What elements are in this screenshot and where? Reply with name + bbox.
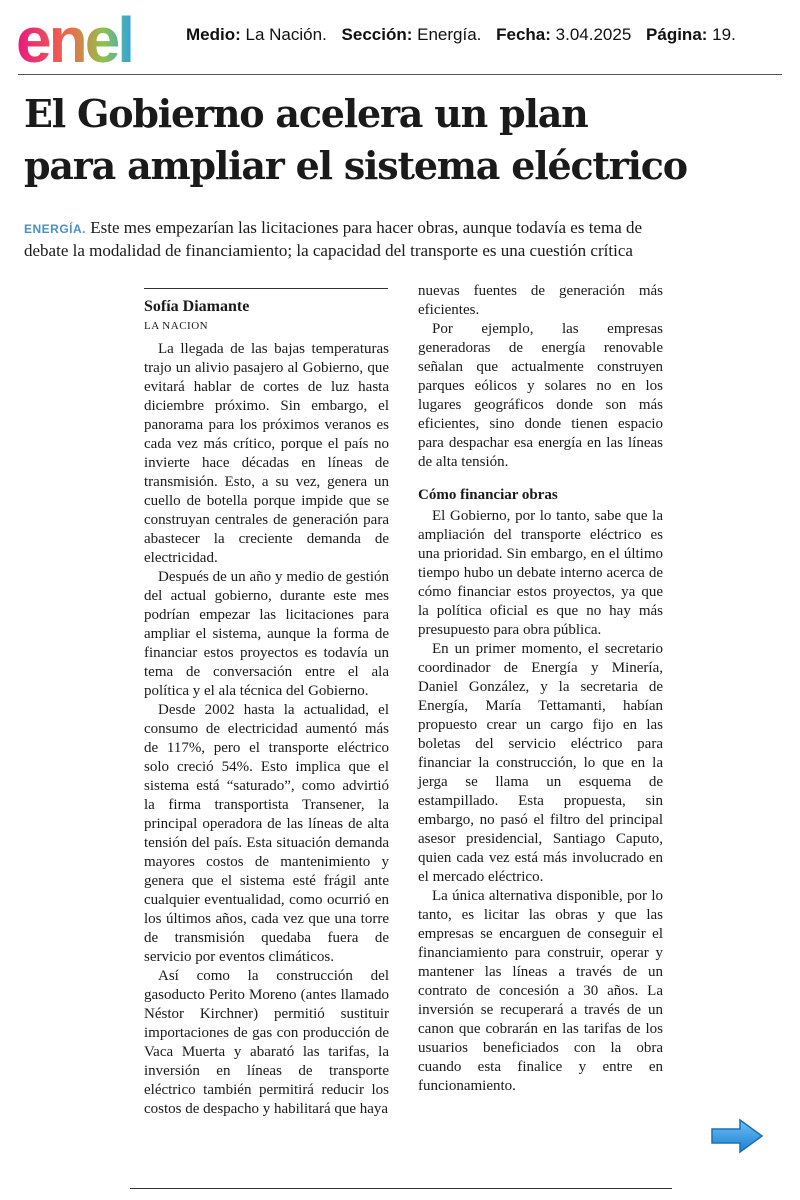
byline-divider xyxy=(144,288,388,289)
article-headline xyxy=(24,88,784,192)
body-paragraph: Después de un año y medio de gestión del actual gobierno, durante este mes podrían empezar las licitaciones para ampliar el sistema, aunque la forma de financiar estos proyectos es todavía un tema de conversación entre el ala política y el ala técnica del Gobierno. xyxy=(144,569,389,699)
section-kicker: ENERGÍA. xyxy=(24,222,87,236)
pagina-value: 19. xyxy=(712,25,736,44)
pagina-label: Página: xyxy=(646,25,708,44)
seccion-label: Sección: xyxy=(341,25,413,44)
body-paragraph: El Gobierno, por lo tanto, sabe que la ampliación del transporte eléctrico es una prioridad. Sin embargo, en el último tiempo hubo un debate interno acerca de cómo financiar estos proyectos, ya que la política oficial es que no hay más presupuesto para obra pública. xyxy=(418,508,663,638)
next-page-arrow-icon[interactable] xyxy=(710,1118,764,1154)
body-paragraph: La llegada de las bajas temperaturas trajo un alivio pasajero al Gobierno, que evitará hablar de cortes de luz hasta diciembre próximo. Sin embargo, el panorama para los próximos veranos es cada vez más crítico, porque el país no invierte hace décadas en líneas de transmisión. Esto, a su vez, genera un cuello de botella porque impide que se construyan centrales de generación para abastecer la creciente demanda de electricidad. xyxy=(144,341,389,566)
body-paragraph: nuevas fuentes de generación más eficientes. xyxy=(418,283,663,318)
author-name: Sofía Diamante xyxy=(144,298,250,315)
fecha-value: 3.04.2025 xyxy=(555,25,632,44)
body-paragraph: La única alternativa disponible, por lo tanto, es licitar las obras y que las empresas se encarguen de conseguir el financiamiento para construir, operar y mantener las líneas a través de un contrato de concesión a 30 años. La inversión se recuperará a través de un canon que cobrarán en las tarifas de los usuarios beneficiados con la obra cuando esta finalice y entre en funcionamiento. xyxy=(418,888,663,1094)
medio-value: La Nación. xyxy=(245,25,327,44)
seccion-value: Energía. xyxy=(417,25,482,44)
article-column-2 xyxy=(418,282,663,1096)
fecha-label: Fecha: xyxy=(496,25,551,44)
section-subheading: Cómo financiar obras xyxy=(418,487,558,503)
body-paragraph: Por ejemplo, las empresas generadoras de energía renovable señalan que actualmente construyen parques eólicos y solares no en los lugares geográficos donde son más eficientes, sino donde tienen espacio para despachar esa energía en las líneas de alta tensión. xyxy=(418,321,663,470)
footer-divider xyxy=(130,1188,672,1189)
deck-line-1: ENERGÍA. Este mes empezarían las licitaciones para hacer obras, aunque todavía es tema de xyxy=(24,218,643,237)
author-outlet: LA NACION xyxy=(144,320,209,332)
article-deck xyxy=(24,217,784,261)
header-divider xyxy=(18,74,782,75)
headline-line-2: para ampliar el sistema eléctrico xyxy=(24,143,687,188)
body-paragraph: Así como la construcción del gasoducto Perito Moreno (antes llamado Néstor Kirchner) permitió sustituir importaciones de gas con producción de Vaca Muerta y abarató las tarifas, la inversión en líneas de transporte eléctrico también permitirá reducir los costos de despacho y habilitará que haya xyxy=(144,968,389,1117)
headline-line-1: El Gobierno acelera un plan xyxy=(24,91,588,136)
deck-line-2: debate la modalidad de financiamiento; la capacidad del transporte es una cuestión crítica xyxy=(24,241,633,260)
enel-logo xyxy=(14,8,174,70)
logo-wordmark: enel xyxy=(16,8,133,70)
body-paragraph: En un primer momento, el secretario coordinador de Energía y Minería, Daniel González, y la secretaria de Energía, María Tettamanti, habían propuesto crear un cargo fijo en las boletas del servicio eléctrico para financiar la construcción, lo que en la jerga se llama un esquema de estampillado. Esta propuesta, sin embargo, no pasó el filtro del principal asesor presidencial, Santiago Caputo, quien cada vez está más involucrado en el mercado eléctrico. xyxy=(418,641,663,885)
body-paragraph: Desde 2002 hasta la actualidad, el consumo de electricidad aumentó más de 117%, pero el transporte eléctrico solo creció 54%. Esto implica que el sistema está “saturado”, como advirtió la firma transportista Transener, la principal operadora de las líneas de alta tensión del país. Esta situación demanda mayores costos de mantenimiento y genera que el sistema esté frágil ante cualquier eventualidad, como ocurrió en los últimos años, cada vez que una torre de transmisión quedaba fuera de servicio por eventos climáticos. xyxy=(144,702,389,965)
publication-metadata xyxy=(186,25,736,45)
medio-label: Medio: xyxy=(186,25,241,44)
article-column-1 xyxy=(144,340,389,1119)
